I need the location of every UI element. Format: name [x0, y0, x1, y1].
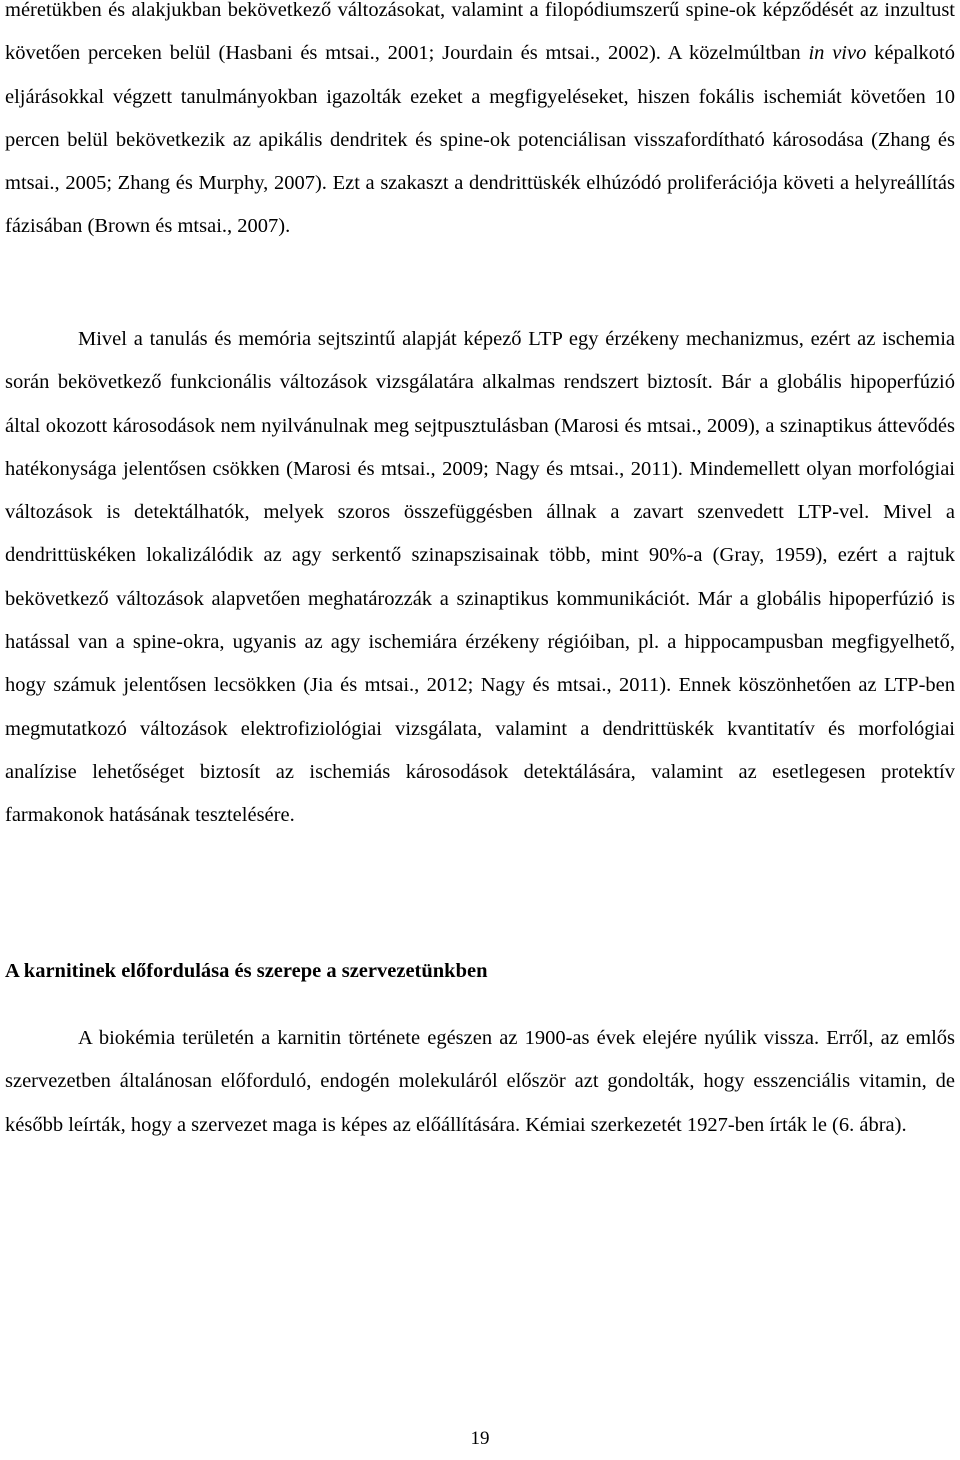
paragraph-carnitine-history: A biokémia területén a karnitin története egészen az 1900-as évek elejére nyúlik vissza. Erről, az emlős szervezetben általánosan előforduló, endogén molekuláról először azt gondolták, hogy esszenciális vitamin, de később leírták, hogy a szervezet maga is képes az előállítására. Kémiai szerkezetét 1927-ben írták le (6. ábra). [5, 1027, 955, 1136]
paragraph-1-text-b: képalkotó eljárásokkal végzett tanulmányokban igazolták ezeket a megfigyeléseket, hiszen fokális ischemiát követően 10 percen belül bekövetkezik az apikális dendritek és spine-ok potenciálisan visszafordítható károsodása (Zhang és mtsai., 2005; Zhang és Murphy, 2007). Ezt a szakaszt a dendrittüskék elhúzódó proliferációja követi a helyreállítás fázisában (Brown és mtsai., 2007). [5, 42, 955, 238]
paragraph-1-text-a: méretükben és alakjukban bekövetkező változásokat, valamint a filopódiumszerű spine-ok képződését az inzultust követően perceken belül (Hasbani és mtsai., 2001; Jourdain és mtsai., 2002). A közelmúltban [5, 0, 955, 65]
page-number: 19 [470, 1428, 490, 1449]
paragraph-ischemia-spines [5, 0, 955, 249]
paragraph-1-italic-term: in vivo [808, 42, 867, 65]
section-heading: A karnitinek előfordulása és szerepe a szervezetünkben [5, 960, 488, 982]
paragraph-ltp-ischemia: Mivel a tanulás és memória sejtszintű alapját képező LTP egy érzékeny mechanizmus, ezért az ischemia során bekövetkező funkcionális változások vizsgálatára alkalmas rendszert biztosít. Bár a globális hipoperfúzió által okozott károsodások nem nyilvánulnak meg sejtpusztulásban (Marosi és mtsai., 2009), a szinaptikus áttevődés hatékonysága jelentősen csökken (Marosi és mtsai., 2009; Nagy és mtsai., 2011). Mindemellett olyan morfológiai változások is detektálhatók, melyek szoros összefüggésben állnak a zavart szenvedett LTP-vel. Mivel a dendrittüskéken lokalizálódik az agy serkentő szinapszisainak több, mint 90%-a (Gray, 1959), ezért a rajtuk bekövetkező változások alapvetően meghatározzák a szinaptikus kommunikációt. Már a globális hipoperfúzió is hatással van a spine-okra, ugyanis az agy ischemiára érzékeny régióiban, pl. a hippocampusban megfigyelhető, hogy számuk jelentősen lecsökken (Jia és mtsai., 2012; Nagy és mtsai., 2011). Ennek köszönhetően az LTP-ben megmutatkozó változások elektrofiziológiai vizsgálata, valamint a dendrittüskék kvantitatív és morfológiai analízise lehetőséget biztosít az ischemiás károsodások detektálására, valamint az esetlegesen protektív farmakonok hatásának tesztelésére. [5, 328, 955, 827]
